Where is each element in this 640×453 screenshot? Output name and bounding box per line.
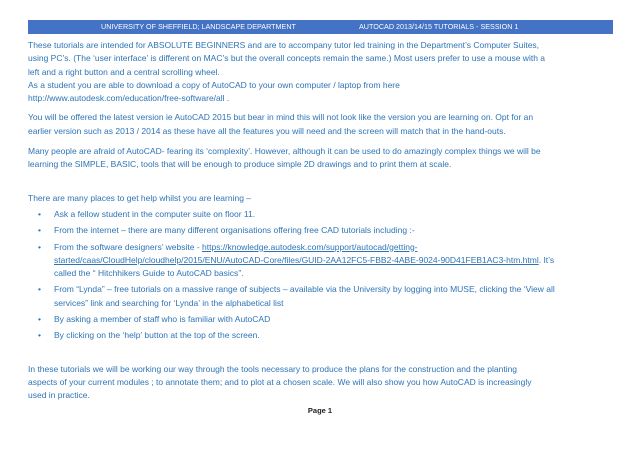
header-department: UNIVERSITY OF SHEFFIELD; LANDSCAPE DEPARTMENT	[101, 22, 296, 31]
list-item	[28, 208, 614, 221]
closing-paragraph	[28, 363, 614, 403]
list-item-text: . It’s	[538, 254, 555, 265]
header-course-title: AUTOCAD 2013/14/15 TUTORIALS - SESSION 1	[359, 22, 519, 31]
version-line: earlier version such as 2013 / 2014 as these have all the features you will need and the screen will match that in the hand-outs.	[28, 125, 506, 136]
bullet-icon: •	[38, 330, 41, 341]
download-url: http://www.autodesk.com/education/free-software/all .	[28, 93, 230, 104]
closing-line: aspects of your current modules ; to annotate them; and to plot at a chosen scale. We will also show you how AutoCAD is increasingly	[28, 376, 532, 387]
intro-line: left and a right button and a central scrolling wheel.	[28, 66, 220, 77]
version-line: You will be offered the latest version ie AutoCAD 2015 but bear in mind this will not look like the version you are learning on. Opt for an	[28, 112, 534, 123]
intro-paragraph	[28, 39, 614, 105]
list-item	[28, 283, 614, 310]
bullet-icon: •	[38, 284, 41, 295]
bullet-icon: •	[38, 314, 41, 325]
list-item	[28, 224, 614, 237]
intro-line: As a student you are able to download a copy of AutoCAD to your own computer / laptop from here	[28, 79, 400, 90]
list-item-text: Ask a fellow student in the computer suite on floor 11.	[54, 208, 256, 219]
autodesk-help-link[interactable]: https://knowledge.autodesk.com/support/autocad/getting-	[202, 241, 418, 252]
help-intro: There are many places to get help whilst you are learning –	[28, 192, 252, 203]
page-number: Page 1	[307, 406, 333, 415]
list-item-text: By clicking on the ‘help’ button at the top of the screen.	[54, 330, 260, 341]
list-item-text: services” link and searching for ‘Lynda’ in the alphabetical list	[54, 297, 284, 308]
complexity-paragraph	[28, 145, 614, 172]
version-paragraph	[28, 111, 614, 138]
intro-line: These tutorials are intended for ABSOLUTE BEGINNERS and are to accompany tutor led training in the Department’s Computer Suites,	[28, 40, 540, 50]
list-item-text: From the software designers’ website -	[54, 241, 203, 252]
page-header-bar	[28, 20, 613, 34]
bullet-icon: •	[38, 241, 41, 252]
list-item	[28, 329, 614, 342]
closing-line: used in practice.	[28, 390, 90, 401]
document-body	[28, 39, 614, 403]
help-list	[28, 208, 614, 343]
list-item-text: By asking a member of staff who is familiar with AutoCAD	[54, 314, 271, 325]
intro-line: using PC’s. (The ‘user interface’ is different on MAC’s but the overall concepts remain the same.) Most users prefer to use a mouse with a	[28, 53, 546, 64]
bullet-icon: •	[38, 208, 41, 219]
autodesk-help-link[interactable]: started/caas/CloudHelp/cloudhelp/2015/ENU/AutoCAD-Core/files/GUID-2AA12FC5-FBB2-4ABE-9024-90D41FEB1AC3-htm.html	[54, 254, 539, 265]
closing-line: In these tutorials we will be working our way through the tools necessary to produce the plans for the construction and the planting	[28, 363, 518, 374]
complexity-line: Many people are afraid of AutoCAD- fearing its ‘complexity’. However, although it can be used to do amazingly complex things we will be	[28, 146, 541, 157]
list-item	[28, 313, 614, 326]
bullet-icon: •	[38, 225, 41, 236]
list-item-text: From “Lynda” – free tutorials on a massive range of subjects – available via the University by logging into MUSE, clicking the ‘View all	[54, 284, 555, 295]
complexity-line: learning the SIMPLE, BASIC, tools that will be enough to produce simple 2D drawings and to print them at scale.	[28, 159, 452, 170]
list-item-text: From the internet – there are many different organisations offering free CAD tutorials including :-	[54, 225, 415, 236]
list-item	[28, 241, 614, 281]
list-item-text: called the “ Hitchhikers Guide to AutoCAD basics”.	[54, 268, 244, 279]
